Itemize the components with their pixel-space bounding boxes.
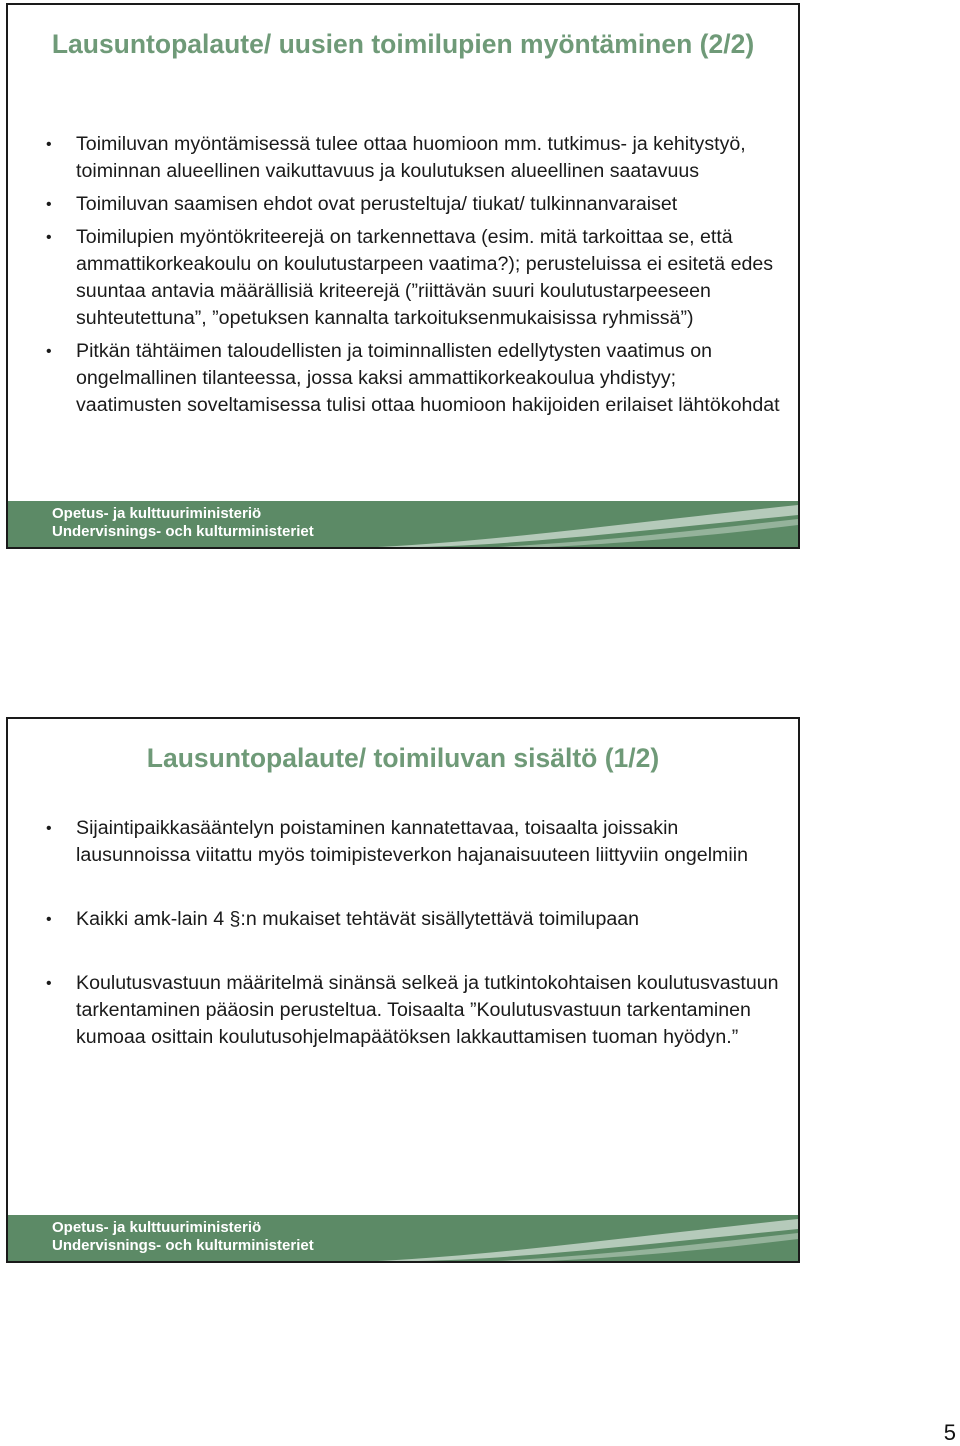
bullet-text: Toimiluvan myöntämisessä tulee ottaa huomioon mm. tutkimus- ja kehitystyö, toiminnan alueellinen vaikuttavuus ja koulutuksen alueellinen saatavuus bbox=[76, 133, 746, 182]
ministry-logo-text bbox=[52, 505, 314, 541]
bullet-icon: • bbox=[46, 820, 52, 837]
slide-1 bbox=[6, 3, 800, 549]
page-number: 5 bbox=[943, 1420, 956, 1445]
slide-2 bbox=[6, 717, 800, 1263]
bullet-icon: • bbox=[46, 196, 52, 213]
list-item bbox=[46, 191, 786, 218]
bullet-text: Sijaintipaikkasääntelyn poistaminen kannatettavaa, toisaalta joissakin lausunnoissa viitattu myös toimipisteverkon hajanaisuuteen liittyviin ongelmiin bbox=[76, 817, 748, 866]
ministry-name-sv: Undervisnings- och kulturministeriet bbox=[52, 1237, 314, 1254]
bullet-text: Toimiluvan saamisen ehdot ovat perusteltuja/ tiukat/ tulkinnanvaraiset bbox=[76, 193, 678, 215]
ministry-footer bbox=[8, 501, 798, 547]
slide-title: Lausuntopalaute/ toimiluvan sisältö (1/2) bbox=[146, 743, 660, 773]
wave-decoration-icon bbox=[378, 501, 798, 547]
bullet-text: Kaikki amk-lain 4 §:n mukaiset tehtävät sisällytettävä toimilupaan bbox=[76, 908, 640, 930]
list-item bbox=[46, 338, 786, 419]
ministry-name-fi: Opetus- ja kulttuuriministeriö bbox=[52, 1219, 262, 1236]
bullet-icon: • bbox=[46, 229, 52, 246]
bullet-icon: • bbox=[46, 136, 52, 153]
bullet-text: Koulutusvastuun määritelmä sinänsä selkeä ja tutkintokohtaisen koulutusvastuun tarkentaminen pääosin perusteltua. Toisaalta ”Koulutusvastuun tarkentaminen kumoaa osittain koulutusohjelmapäätöksen lakkauttamisen tuoman hyödyn.” bbox=[76, 972, 779, 1048]
bullet-text: Pitkän tähtäimen taloudellisten ja toiminnallisten edellytysten vaatimus on ongelmallinen tilanteessa, jossa kaksi ammattikorkeakoulua yhdistyy; vaatimusten soveltamisessa tulisi ottaa huomioon hakijoiden erilaiset lähtökohdat bbox=[76, 340, 780, 416]
bullet-icon: • bbox=[46, 911, 52, 928]
list-item bbox=[46, 906, 786, 933]
bullet-icon: • bbox=[46, 343, 52, 360]
ministry-footer bbox=[8, 1215, 798, 1261]
bullet-text: Toimilupien myöntökriteerejä on tarkennettava (esim. mitä tarkoittaa se, että ammattikorkeakoulu on koulutustarpeen vaatima?); perusteluissa ei esitetä edes suuntaa antavia määrällisiä kriteerejä (”riittävän suuri koulutustarpeeseen suhteutettuna”, ”opetuksen kannalta tarkoituksenmukaisissa ryhmissä”) bbox=[76, 226, 774, 329]
bullet-icon: • bbox=[46, 975, 52, 992]
list-item bbox=[46, 970, 786, 1051]
list-item bbox=[46, 224, 786, 332]
list-item bbox=[46, 131, 786, 185]
slide-title: Lausuntopalaute/ uusien toimilupien myöntäminen (2/2) bbox=[51, 29, 755, 59]
ministry-logo-text bbox=[52, 1219, 314, 1255]
ministry-name-fi: Opetus- ja kulttuuriministeriö bbox=[52, 505, 262, 522]
bullet-list bbox=[46, 131, 786, 425]
wave-decoration-icon bbox=[378, 1215, 798, 1261]
list-item bbox=[46, 815, 786, 869]
bullet-list bbox=[46, 815, 786, 1088]
ministry-name-sv: Undervisnings- och kulturministeriet bbox=[52, 523, 314, 540]
